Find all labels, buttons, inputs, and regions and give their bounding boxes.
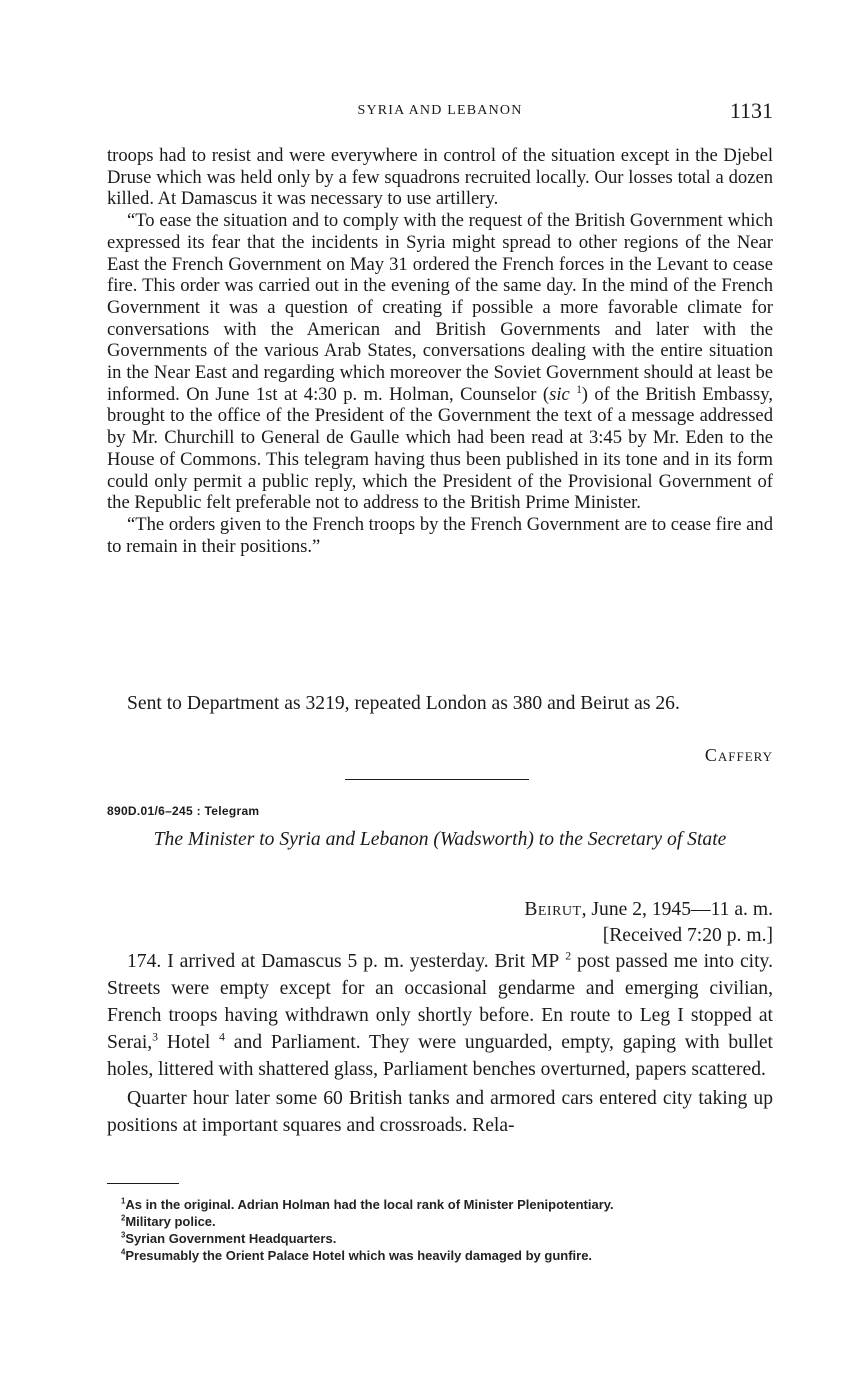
dateline-place: Beirut — [524, 899, 582, 920]
running-title: SYRIA AND LEBANON — [357, 103, 523, 118]
quoted-paragraph-1: troops had to resist and were everywhere in control of the situation except in the Djebel Druse which was held only by a few squadrons recruited locally. Our losses total a dozen killed. At Damascus it was necessary to use artillery. — [107, 145, 773, 210]
footnote-ref-3: 3 — [152, 1030, 159, 1044]
dateline-sent — [524, 897, 773, 923]
footnote-4 — [107, 1247, 773, 1264]
footnote-ref-1: 1 — [576, 383, 582, 396]
footnote-4-text: Presumably the Orient Palace Hotel which was heavily damaged by gunfire. — [125, 1248, 593, 1263]
page-number: 1131 — [729, 98, 773, 123]
footnote-ref-4: 4 — [219, 1030, 226, 1044]
telegram-p1-a: 174. I arrived at Damascus 5 p. m. yesterday. Brit MP — [127, 951, 560, 972]
quoted-paragraph-2-part-b: ) of the British Embassy, brought to the office of the President of the Government the text of a message addressed by Mr. Churchill to General de Gaulle which had been read at 3:45 by Mr. Eden to the House of Commons. This telegram having thus been published in its tone and in its form could only permit a public reply, which the President of the Provisional Government of the Republic felt preferable not to address to the British Prime Minister. — [107, 383, 773, 514]
dateline-received: [Received 7:20 p. m.] — [602, 925, 773, 946]
footnote-3 — [107, 1230, 773, 1247]
footnote-3-mark: 3 — [121, 1230, 126, 1240]
telegram-paragraph-2: Quarter hour later some 60 British tanks and armored cars entered city taking up positions at important squares and crossroads. Rela- — [107, 1088, 773, 1136]
footnote-divider — [107, 1183, 179, 1184]
footnote-4-mark: 4 — [121, 1247, 126, 1257]
signature: Caffery — [704, 745, 773, 765]
telegram-p1-b: post passed me into city. Streets were empty except for an occasional gendarme and emerging civilian, French troops having withdrawn only shortly before. En route to Leg I stopped at Serai, — [107, 951, 773, 1053]
footnote-ref-2: 2 — [565, 949, 572, 963]
telegram-p1-c: Hotel — [158, 1032, 211, 1053]
footnotes — [107, 1196, 773, 1264]
sent-note-block — [107, 690, 773, 717]
sic-mark: sic — [549, 383, 570, 405]
quoted-paragraph-2-part-a: “To ease the situation and to comply with the request of the British Government which expressed its fear that the incidents in Syria might spread to other regions of the Near East the French Government on May 31 ordered the French forces in the Levant to cease fire. This order was carried out in the evening of the same day. In the mind of the French Government it was a question of creating if possible a more favorable climate for conversations with the American and British Governments and later with the Governments of the various Arab States, conversations dealing with the entire situation in the Near East and regarding which moreover the Soviet Government should at least be informed. On June 1st at 4:30 p. m. Holman, Counselor ( — [107, 210, 773, 405]
telegram-p1-d: and Parliament. They were unguarded, empty, gaping with bullet holes, littered with shattered glass, Parliament benches overturned, papers scattered. — [107, 1032, 773, 1080]
telegram-paragraph-1 — [107, 948, 773, 1083]
footnote-1 — [107, 1196, 773, 1213]
running-head — [107, 98, 773, 124]
document-title: The Minister to Syria and Lebanon (Wadsworth) to the Secretary of State — [153, 829, 727, 850]
quoted-message — [107, 145, 773, 557]
file-reference: 890D.01/6–245 : Telegram — [107, 804, 260, 818]
sent-note: Sent to Department as 3219, repeated London as 380 and Beirut as 26. — [127, 693, 680, 714]
section-divider — [345, 779, 529, 780]
footnote-1-text: As in the original. Adrian Holman had the local rank of Minister Plenipotentiary. — [125, 1197, 614, 1212]
footnote-2-mark: 2 — [121, 1213, 126, 1223]
footnote-2-text: Military police. — [125, 1214, 216, 1229]
dateline-date: , June 2, 1945—11 a. m. — [581, 899, 773, 920]
footnote-2 — [107, 1213, 773, 1230]
telegram-body — [107, 948, 773, 1139]
quoted-paragraph-3: “The orders given to the French troops by the French Government are to cease fire and to remain in their positions.” — [107, 513, 773, 557]
quoted-paragraph-2 — [107, 210, 773, 514]
dateline — [524, 897, 773, 949]
footnote-3-text: Syrian Government Headquarters. — [125, 1231, 337, 1246]
footnote-1-mark: 1 — [121, 1196, 126, 1206]
